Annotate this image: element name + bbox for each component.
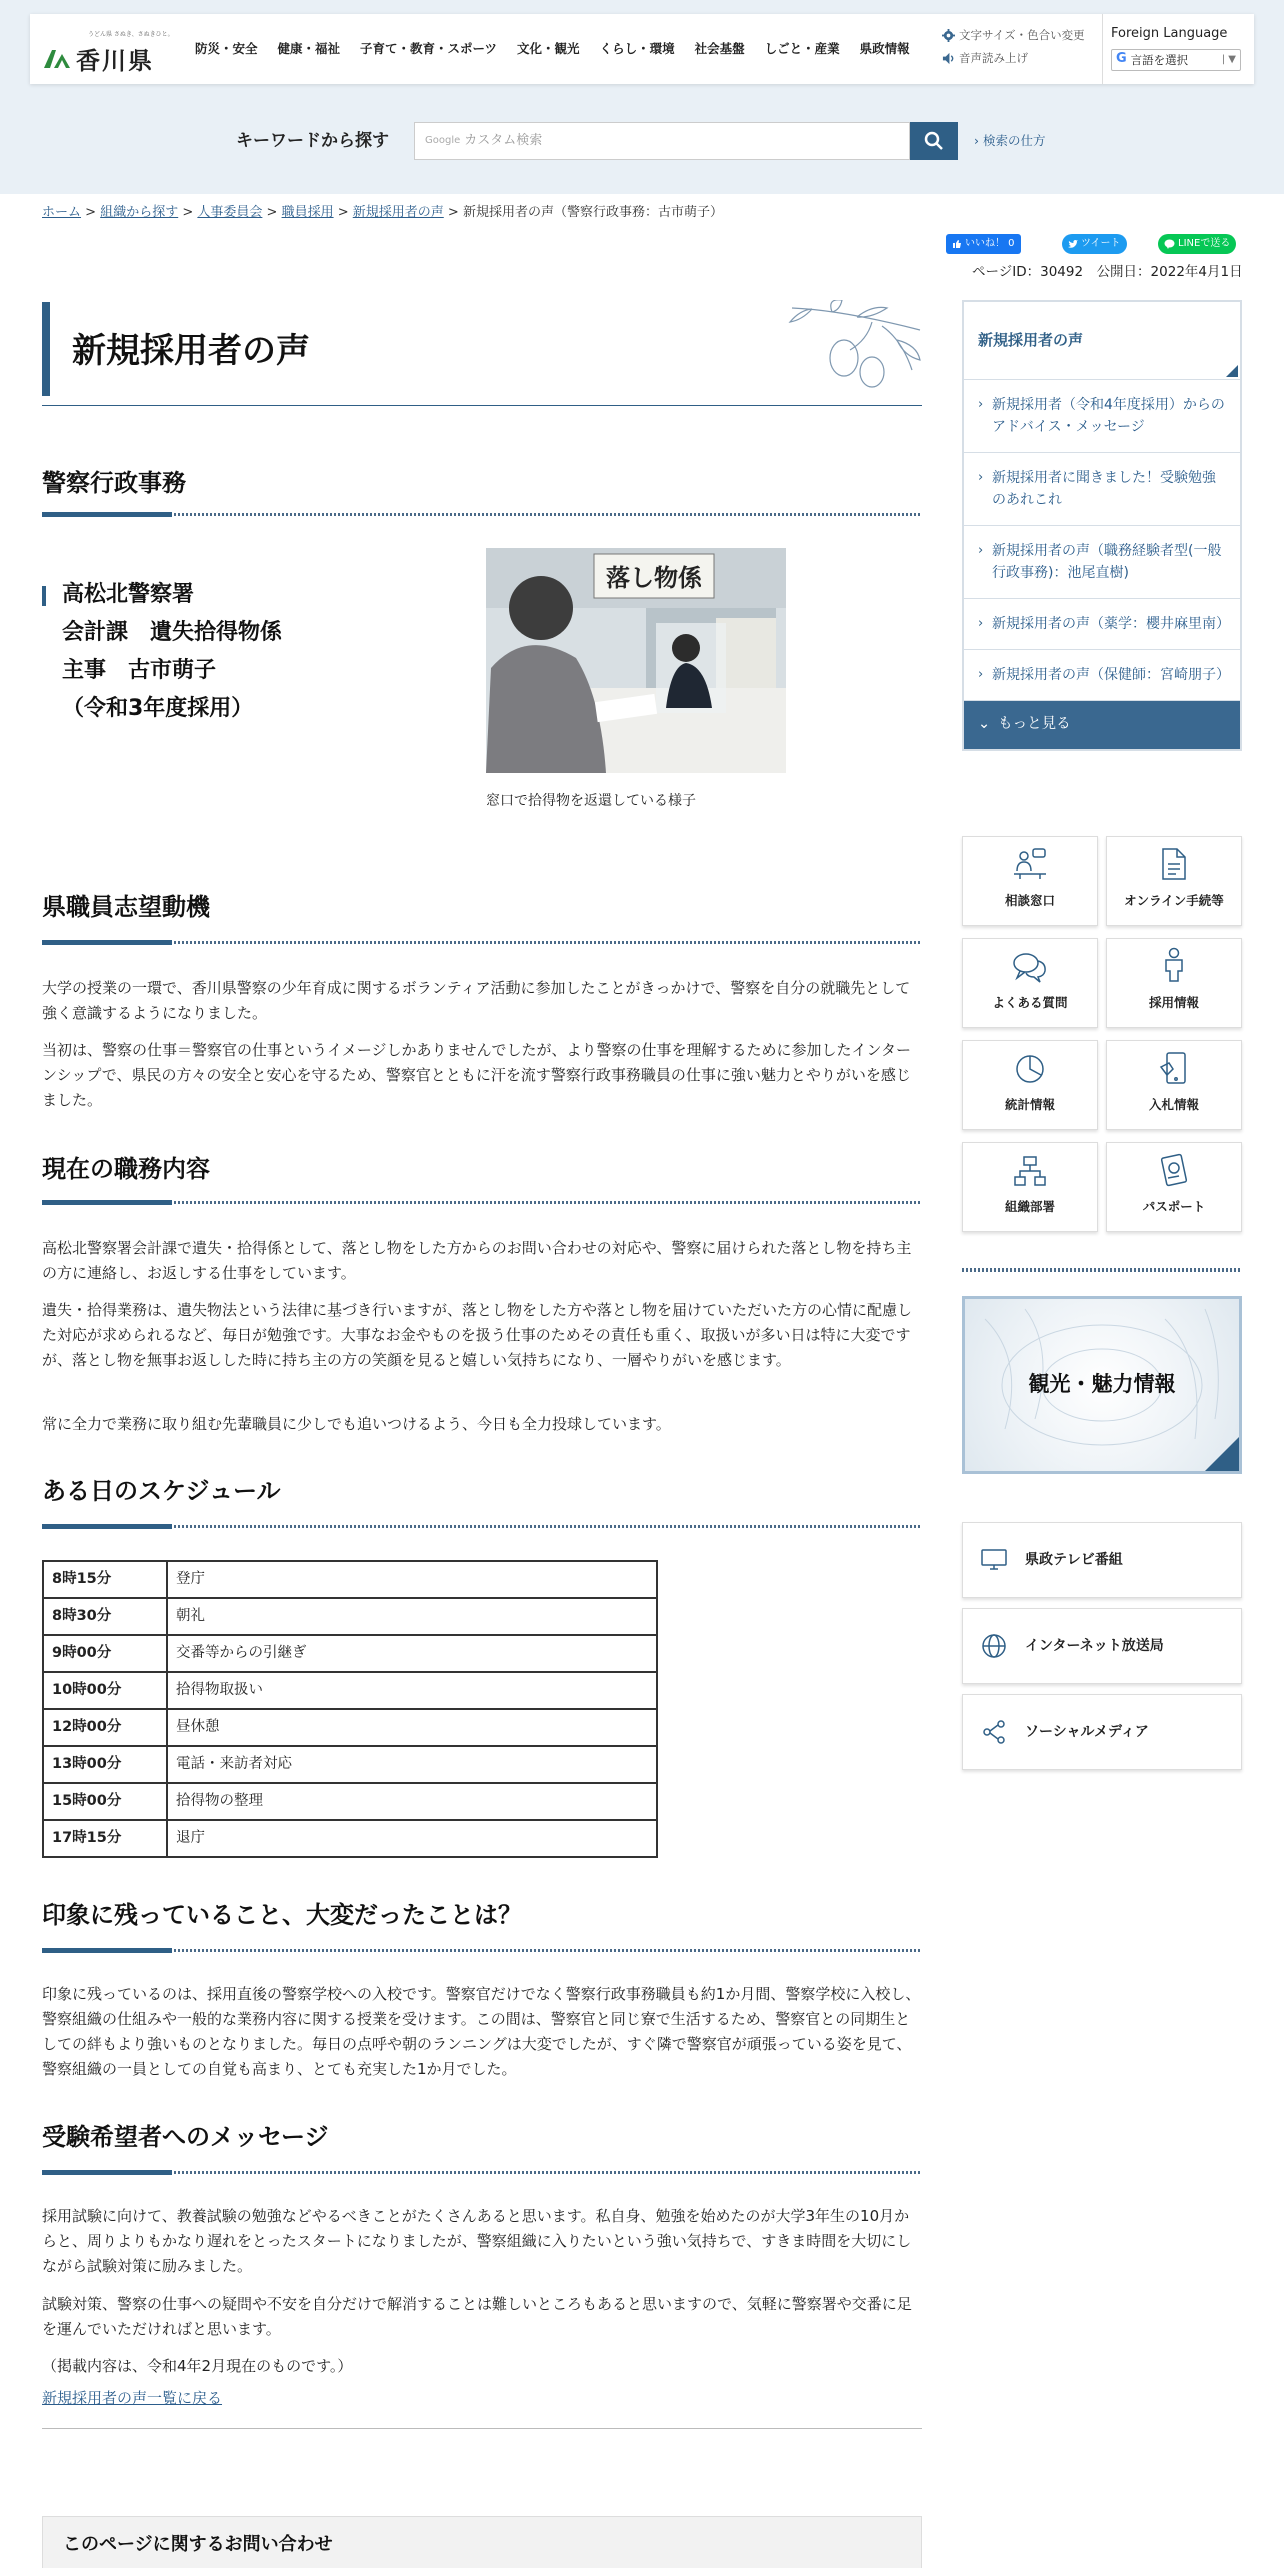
facebook-like-label: いいね！ 0 [965,238,1015,249]
heading-underline [42,512,922,518]
photo-sign-text: 落し物係 [606,564,702,592]
tile-label: 組織部署 [1004,1199,1055,1214]
tile-organization[interactable] [962,1142,1098,1232]
chevron-right-icon: › [978,470,984,485]
utility-links [942,26,1085,73]
sidebar-item-label: 新規採用者（令和4年度採用）からのアドバイス・メッセージ [992,397,1225,435]
org-chart-icon [1013,1155,1047,1187]
breadcrumb-sep: > [81,205,101,220]
font-color-link[interactable] [942,26,1085,44]
speaker-icon [942,52,955,65]
sidebar-item-label: 新規採用者の声（薬学：櫻井麻里南） [992,616,1230,632]
section-heading-police: 警察行政事務 [42,469,186,497]
tile-statistics[interactable] [962,1040,1098,1130]
impression-paragraph: 印象に残っているのは、採用直後の警察学校への入校です。警察官だけでなく警察行政事務職員も約1か月間、警察学校に入校し、警察組織の仕組みや一般的な業務内容に関する授業を受けます。この間は、警察官と同じ寮で生活するため、警察官との同期生としての絆もより強いものとなりました。毎日の点呼や朝のランニングは大変でしたが、すぐ隣で警察官が頑張っている姿を見て、警察組織の一員としての自覚も高まり、とても充実した1か月でした。 [42,1985,921,2078]
tweet-button[interactable] [1062,234,1127,254]
tile-label: 統計情報 [1004,1097,1055,1112]
link-label: インターネット放送局 [1025,1637,1164,1654]
chevron-down-icon: ⌄ [978,716,991,733]
schedule-task: 拾得物取扱い [167,1672,657,1709]
nav-shakai[interactable]: 社会基盤 [694,41,745,56]
global-header [30,14,1254,84]
tile-online[interactable] [1106,836,1242,926]
breadcrumb-voices[interactable]: 新規採用者の声 [352,205,444,220]
sidebar-item-label: 新規採用者の声（保健師：宮崎朋子） [992,667,1230,683]
schedule-task: 交番等からの引継ぎ [167,1635,657,1672]
sidebar [962,300,1242,1740]
chevron-right-icon: › [978,667,984,682]
schedule-time: 8時30分 [43,1598,167,1635]
line-icon [1164,239,1175,249]
language-select[interactable] [1111,49,1241,71]
tile-label: 採用情報 [1148,995,1199,1010]
google-watermark: Google [425,135,461,146]
nav-shigoto[interactable]: しごと・産業 [764,41,840,56]
profile-section: 会計課 遺失拾得物係 [62,620,283,645]
chevron-right-icon: › [978,543,984,558]
nav-kensei[interactable]: 県政情報 [859,41,910,56]
schedule-row [43,1709,657,1746]
profile-lines [62,576,282,728]
tile-bidding[interactable] [1106,1040,1242,1130]
divider [42,2428,922,2429]
schedule-row [43,1598,657,1635]
schedule-task: 退庁 [167,1820,657,1857]
search-placeholder: カスタム検索 [464,132,543,148]
title-accent-bar [42,302,50,396]
schedule-time: 8時15分 [43,1561,167,1598]
olive-branch-icon [772,300,922,396]
share-icon [981,1719,1007,1745]
passport-icon [1159,1153,1189,1187]
tweet-wrap [1062,234,1127,254]
sidebar-item-ikeo[interactable] [964,526,1240,599]
heading-underline [42,1200,922,1206]
search-how-link[interactable]: › 検索の仕方 [974,133,1046,148]
google-g-icon: G [1116,51,1127,67]
breadcrumb-sep: > [333,205,353,220]
schedule-row [43,1672,657,1709]
tile-label: 相談窓口 [1004,893,1055,908]
voice-label: 音声読み上げ [959,51,1028,66]
nav-kosodate[interactable]: 子育て・教育・スポーツ [360,41,498,56]
motive-paragraph: 当初は、警察の仕事＝警察官の仕事というイメージしかありませんでしたが、より警察の仕事を理解するために参加したインターンシップで、県民の方々の安全と安心を守るため、警察官とともに汗を流す警察行政事務職員の仕事に強い魅力とやりがいを感じました。 [42,1041,911,1109]
counter-photo [486,548,786,773]
schedule-time: 9時00分 [43,1635,167,1672]
chevron-right-icon: › [978,397,984,412]
twitter-icon [1068,240,1078,249]
back-to-list-link[interactable]: 新規採用者の声一覧に戻る [42,2389,223,2407]
nav-bousai[interactable]: 防災・安全 [195,41,258,56]
social-buttons [946,234,1021,254]
document-icon [1159,847,1189,881]
schedule-time: 10時00分 [43,1672,167,1709]
person-icon [1161,947,1187,983]
schedule-task: 朝礼 [167,1598,657,1635]
message-paragraph: 採用試験に向けて、教養試験の勉強などやるべきことがたくさんあると思います。私自身、勉強を始めたのが大学3年生の10月からと、周りよりもかなり遅れをとったスタートになりましたが、警察組織に入りたいという強い気持ちで、すきま時間を大切にしながら試験対策に励みました。 [42,2207,912,2275]
dropdown-arrow-icon: | ▼ [1221,53,1236,65]
tile-faq[interactable] [962,938,1098,1028]
tourism-banner[interactable] [962,1296,1242,1474]
published-date: 公開日：2022年4月1日 [1096,264,1243,280]
sidebar-nav-title-text: 新規採用者の声 [978,331,1084,349]
foreign-language [1102,14,1254,84]
search-button[interactable] [910,122,958,160]
breadcrumb-home[interactable]: ホーム [42,205,82,220]
foreign-language-title: Foreign Language [1111,26,1228,41]
schedule-time: 12時00分 [43,1709,167,1746]
tile-label: よくある質問 [992,995,1068,1010]
show-more-button[interactable] [964,701,1240,749]
tile-label: 入札情報 [1148,1097,1199,1112]
monitor-icon [981,1549,1007,1571]
schedule-time: 15時00分 [43,1783,167,1820]
duties-paragraph: 常に全力で業務に取り組む先輩職員に少しでも追いつけるよう、今日も全力投球しています。 [42,1415,671,1433]
globe-icon [981,1633,1007,1659]
schedule-time: 13時00分 [43,1746,167,1783]
sidebar-item-label: 新規採用者の声（職務経験者型(一般行政事務)：池尾直樹) [992,543,1222,581]
consultation-icon [1012,847,1048,881]
breadcrumb-personnel[interactable]: 人事委員会 [197,205,263,220]
site-logo[interactable] [42,24,174,75]
schedule-row [43,1820,657,1857]
motive-paragraph: 大学の授業の一環で、香川県警察の少年育成に関するボランティア活動に参加したことがきっかけで、警察を自分の就職先として強く意識するようになりました。 [42,979,911,1022]
schedule-row [43,1635,657,1672]
link-label: 県政テレビ番組 [1025,1551,1123,1568]
schedule-table [42,1560,658,1858]
show-more-label: もっと見る [998,716,1071,733]
voice-link[interactable] [942,49,1085,67]
tile-label: オンライン手続等 [1124,893,1224,908]
nav-bunka[interactable]: 文化・観光 [517,41,580,56]
heading-underline [42,1948,922,1954]
breadcrumb-org[interactable]: 組織から探す [100,205,179,220]
heading-underline [42,1524,922,1530]
font-color-label: 文字サイズ・色合い変更 [959,28,1085,42]
search-icon [924,131,944,151]
duties-paragraph: 高松北警察署会計課で遺失・拾得係として、落とし物をした方からのお問い合わせの対応や、警察に届けられた落とし物を持ち主の方に連絡し、お返しする仕事をしています。 [42,1239,912,1282]
breadcrumb-recruit[interactable]: 職員採用 [281,205,334,220]
sidebar-item-study[interactable] [964,453,1240,526]
schedule-time: 17時15分 [43,1820,167,1857]
schedule-row [43,1783,657,1820]
link-label: ソーシャルメディア [1025,1723,1149,1740]
page-title: 新規採用者の声 [72,331,310,371]
search-label: キーワードから探す [236,131,389,151]
link-tv-program[interactable] [962,1522,1242,1598]
main-content [42,300,922,2555]
tile-label: パスポート [1142,1199,1206,1214]
profile-station: 高松北警察署 [62,582,195,607]
sidebar-nav [962,300,1242,751]
quick-links [962,836,1242,1232]
profile-accent-bar [42,586,46,606]
search-how-label: 検索の仕方 [982,133,1046,148]
breadcrumb-sep: > [178,205,198,220]
tile-consultation[interactable] [962,836,1098,926]
inquiry-heading: このページに関するお問い合わせ [42,2516,922,2568]
sidebar-item-advice[interactable] [964,380,1240,453]
tile-recruitment[interactable] [1106,938,1242,1028]
page-title-box [42,300,922,406]
schedule-row [43,1561,657,1598]
sidebar-item-sakurai[interactable] [964,599,1240,650]
section-heading-duties: 現在の職務内容 [42,1155,210,1183]
logo-tagline: うどん県 さぬき、さぬきひと。 [88,31,174,38]
message-paragraph: 試験対策、警察の仕事への疑問や不安を自分だけで解消することは難しいところもあると思いますので、気軽に警察署や交番に足を運んでいただければと思います。 [42,2295,912,2338]
language-select-label: 言語を選択 [1130,52,1189,67]
schedule-task: 登庁 [167,1561,657,1598]
duties-paragraph: 遺失・拾得業務は、遺失物法という法律に基づき行いますが、落とし物をした方や落とし物を届けていただいた方の心情に配慮した対応が求められるなど、毎日が勉強です。大事なお金やものを扱う仕事のためその責任も重く、取扱いが多い日は特に大変ですが、落とし物を無事お返しした時に持ち主の方の笑顔を見ると嬉しい気持ちになり、一層やりがいを感じます。 [42,1301,913,1369]
corner-triangle-icon [1226,365,1238,377]
section-heading-motive: 県職員志望動機 [42,893,210,921]
line-share-label: LINEで送る [1178,238,1231,249]
schedule-row [43,1746,657,1783]
heading-underline [42,2170,922,2176]
sidebar-nav-title [964,302,1240,380]
profile-name: 主事 古市萌子 [62,658,217,683]
link-internet-broadcast[interactable] [962,1608,1242,1684]
page-id: ページID：30492 [972,264,1084,280]
breadcrumb-sep: > [262,205,282,220]
nav-kurashi[interactable]: くらし・環境 [599,41,675,56]
tourism-label: 観光・魅力情報 [1028,1372,1176,1397]
nav-kenko[interactable]: 健康・福祉 [277,41,341,56]
sidebar-item-label: 新規採用者に聞きました！受験勉強のあれこれ [992,470,1216,508]
link-social-media[interactable] [962,1694,1242,1770]
publication-note: （掲載内容は、令和4年2月現在のものです。） [42,2357,353,2375]
schedule-task: 拾得物の整理 [167,1783,657,1820]
line-wrap [1158,234,1236,254]
pie-chart-icon [1014,1053,1046,1085]
schedule-task: 昼休憩 [167,1709,657,1746]
heading-underline [42,940,922,946]
chevron-right-icon: › [978,616,984,631]
schedule-task: 電話・来訪者対応 [167,1746,657,1783]
breadcrumb [42,203,723,224]
thumbs-up-icon [952,239,962,249]
photo-caption: 窓口で拾得物を返還している様子 [486,793,696,809]
section-heading-impression: 印象に残っていること、大変だったことは？ [42,1901,522,1929]
section-heading-schedule: ある日のスケジュール [42,1477,281,1505]
global-nav [195,14,930,84]
tablet-icon [1159,1051,1189,1085]
breadcrumb-sep: > [443,205,463,220]
gear-icon [942,29,955,42]
speech-bubbles-icon [1012,951,1048,983]
line-share-button[interactable] [1158,234,1236,254]
sidebar-divider [962,1268,1242,1272]
tile-passport[interactable] [1106,1142,1242,1232]
page-meta [972,262,1243,284]
facebook-like-button[interactable] [946,234,1021,254]
tweet-label: ツイート [1081,238,1121,249]
profile-year: （令和3年度採用） [62,696,254,721]
section-heading-message: 受験希望者へのメッセージ [42,2123,329,2151]
logo-name: 香川県 [76,47,154,75]
breadcrumb-current: 新規採用者の声（警察行政事務：古市萌子） [462,205,723,220]
search-input[interactable] [414,122,910,160]
sidebar-item-miyazaki[interactable] [964,650,1240,701]
counter-photo-image [486,548,786,773]
kagawa-logo-icon [42,46,72,70]
